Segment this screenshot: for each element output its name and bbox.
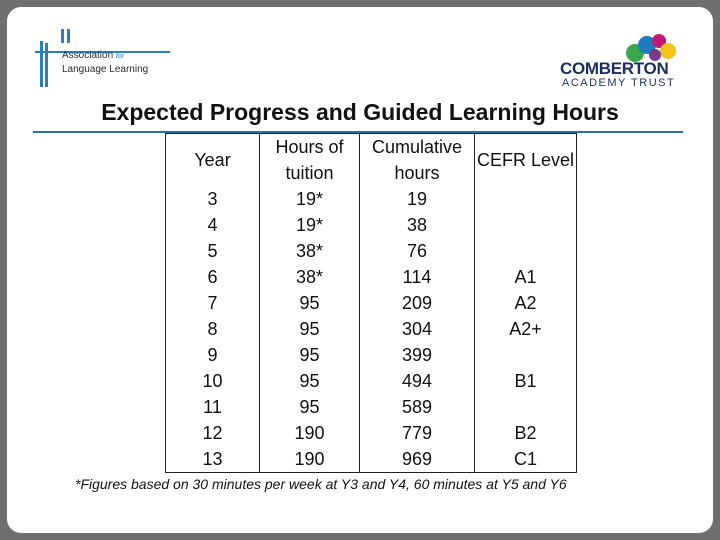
- cell-year: 4: [166, 212, 260, 238]
- cell-hours: 190: [260, 420, 360, 446]
- all-logo-text: [62, 49, 148, 76]
- cell-hours: 95: [260, 290, 360, 316]
- slide: [7, 7, 713, 533]
- comberton-subtitle: ACADEMY TRUST: [562, 77, 676, 89]
- all-line2: Language Learning: [62, 64, 149, 75]
- table-row: [166, 264, 577, 290]
- cell-cefr: B2: [475, 420, 577, 446]
- cell-hours: 95: [260, 342, 360, 368]
- cell-year: 7: [166, 290, 260, 316]
- cell-cumulative: 114: [360, 264, 475, 290]
- cell-year: 10: [166, 368, 260, 394]
- table-row: [166, 212, 577, 238]
- cell-hours: 38*: [260, 264, 360, 290]
- cell-cefr: A2: [475, 290, 577, 316]
- cell-cefr: B1: [475, 368, 577, 394]
- table-row: [166, 316, 577, 342]
- cell-hours: 190: [260, 446, 360, 473]
- header-cefr: CEFR Level: [475, 134, 577, 187]
- header-year: Year: [166, 134, 260, 187]
- cell-cefr: C1: [475, 446, 577, 473]
- cell-cumulative: 779: [360, 420, 475, 446]
- table-body: [166, 186, 577, 473]
- table-row: [166, 420, 577, 446]
- cell-cumulative: 76: [360, 238, 475, 264]
- table-row: [166, 446, 577, 473]
- header-hours: Hours of tuition: [260, 134, 360, 187]
- cell-cefr: A1: [475, 264, 577, 290]
- page-title: Expected Progress and Guided Learning Hours: [101, 99, 619, 125]
- table-row: [166, 238, 577, 264]
- cell-cefr: [475, 186, 577, 212]
- footnote: *Figures based on 30 minutes per week at Y3 and Y4, 60 minutes at Y5 and Y6: [75, 476, 567, 492]
- cell-hours: 19*: [260, 212, 360, 238]
- cell-cefr: [475, 394, 577, 420]
- cell-year: 9: [166, 342, 260, 368]
- all-line1: Association: [62, 50, 114, 61]
- cell-cumulative: 38: [360, 212, 475, 238]
- cell-cumulative: 589: [360, 394, 475, 420]
- cell-year: 3: [166, 186, 260, 212]
- table-row: [166, 290, 577, 316]
- cell-year: 13: [166, 446, 260, 473]
- header-cumulative: Cumulative hours: [360, 134, 475, 187]
- cell-cumulative: 399: [360, 342, 475, 368]
- cell-cumulative: 969: [360, 446, 475, 473]
- cell-year: 8: [166, 316, 260, 342]
- table-row: [166, 368, 577, 394]
- cell-year: 12: [166, 420, 260, 446]
- table-row: [166, 394, 577, 420]
- cell-year: 5: [166, 238, 260, 264]
- all-for: for: [115, 53, 125, 60]
- cell-cefr: [475, 238, 577, 264]
- cell-hours: 95: [260, 316, 360, 342]
- cell-cefr: [475, 342, 577, 368]
- cell-year: 6: [166, 264, 260, 290]
- cell-hours: 38*: [260, 238, 360, 264]
- cell-cumulative: 209: [360, 290, 475, 316]
- table-row: [166, 342, 577, 368]
- cell-hours: 19*: [260, 186, 360, 212]
- cell-hours: 95: [260, 394, 360, 420]
- cell-cumulative: 304: [360, 316, 475, 342]
- cell-hours: 95: [260, 368, 360, 394]
- comberton-name: COMBERTON: [560, 59, 669, 78]
- cell-year: 11: [166, 394, 260, 420]
- progress-table: [165, 133, 577, 473]
- table-row: [166, 186, 577, 212]
- table-header-row: [166, 134, 577, 187]
- cell-cumulative: 19: [360, 186, 475, 212]
- cell-cefr: [475, 212, 577, 238]
- cell-cumulative: 494: [360, 368, 475, 394]
- cell-cefr: A2+: [475, 316, 577, 342]
